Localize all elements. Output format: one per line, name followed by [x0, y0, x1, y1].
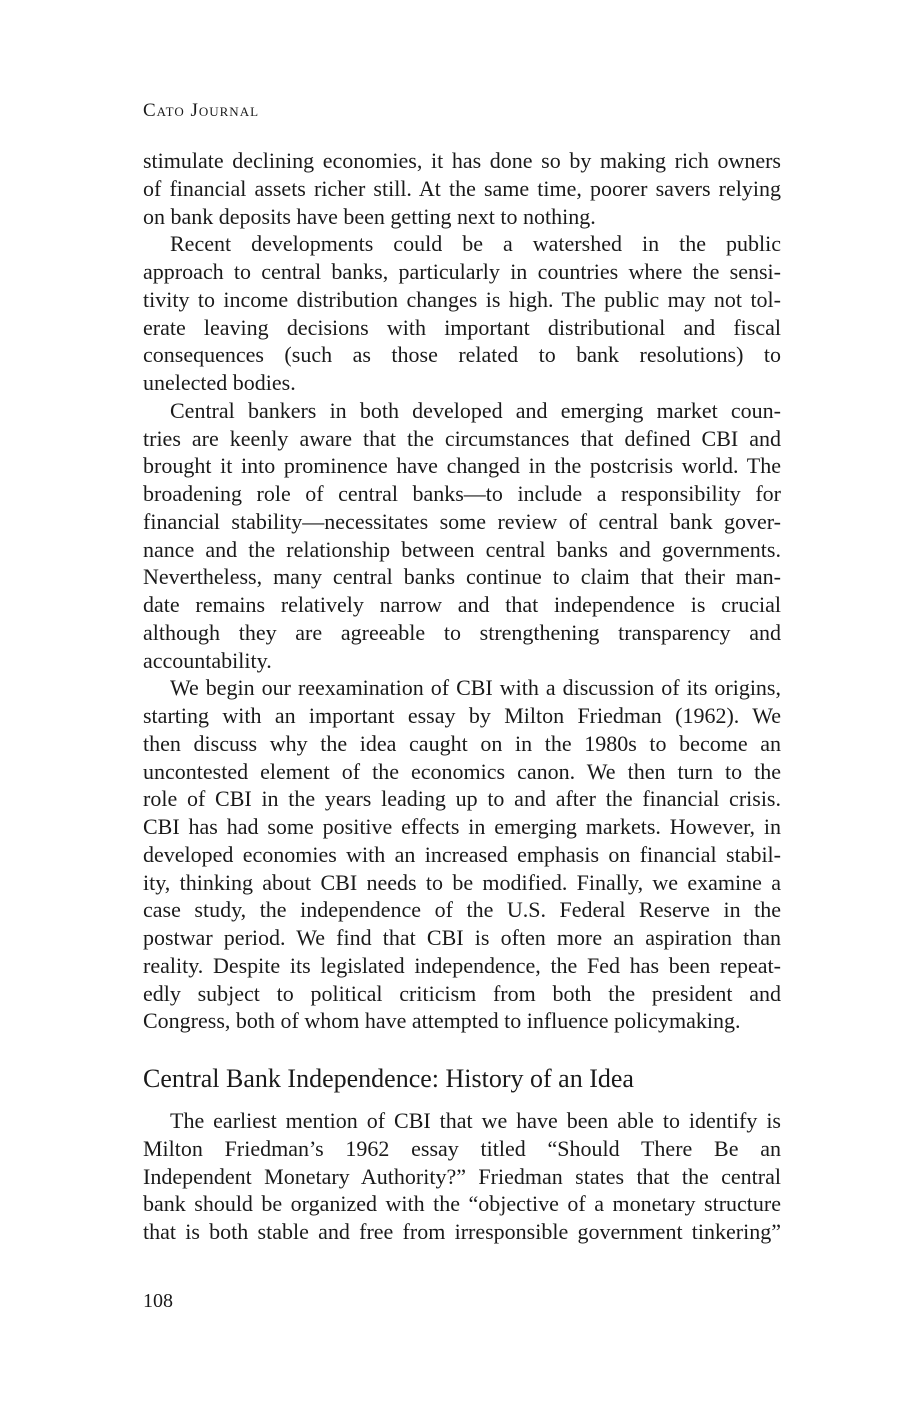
text-line: ity, thinking about CBI needs to be modified. Finally, we examine a	[143, 869, 781, 895]
text-line: Central bankers in both developed and emerging market coun-	[170, 397, 781, 423]
text-line: Nevertheless, many central banks continue to claim that their man-	[143, 564, 781, 590]
section-heading: Central Bank Independence: History of an Idea	[143, 1064, 634, 1093]
text-line: nance and the relationship between central banks and governments.	[143, 536, 781, 562]
text-line: financial stability—necessitates some review of central bank gover-	[143, 508, 781, 534]
text-line: Independent Monetary Authority?” Friedman states that the central	[143, 1163, 781, 1189]
text-line: edly subject to political criticism from both the president and	[143, 980, 781, 1006]
text-line: on bank deposits have been getting next to nothing.	[143, 203, 596, 229]
text-line: date remains relatively narrow and that independence is crucial	[143, 592, 781, 617]
text-line: then discuss why the idea caught on in the 1980s to become an	[143, 730, 781, 756]
text-line: erate leaving decisions with important distributional and fiscal	[143, 314, 781, 340]
text-line: accountability.	[143, 647, 272, 673]
text-line: tries are keenly aware that the circumstances that defined CBI and	[143, 425, 781, 451]
text-line: approach to central banks, particularly in countries where the sensi-	[143, 259, 781, 284]
text-line: CBI has had some positive effects in emerging markets. However, in	[143, 814, 781, 839]
text-line: Recent developments could be a watershed in the public	[170, 231, 781, 257]
text-line: Congress, both of whom have attempted to influence policymaking.	[143, 1008, 741, 1034]
text-line: reality. Despite its legislated independence, the Fed has been repeat-	[143, 952, 781, 978]
text-line: postwar period. We find that CBI is often more an aspiration than	[143, 925, 781, 950]
text-line: that is both stable and free from irresponsible government tinkering”	[143, 1219, 781, 1244]
text-line: of financial assets richer still. At the same time, poorer savers relying	[143, 175, 781, 201]
text-line: stimulate declining economies, it has done so by making rich owners	[143, 148, 781, 173]
text-line: bank should be organized with the “objective of a monetary structure	[143, 1191, 781, 1217]
text-line: role of CBI in the years leading up to and after the financial crisis.	[143, 786, 781, 812]
text-line: brought it into prominence have changed in the postcrisis world. The	[143, 453, 781, 479]
text-line: Milton Friedman’s 1962 essay titled “Should There Be an	[143, 1135, 781, 1161]
text-line: consequences (such as those related to bank resolutions) to	[143, 342, 781, 368]
page-number: 108	[143, 1290, 173, 1312]
text-line: developed economies with an increased emphasis on financial stabil-	[143, 841, 781, 867]
body-text	[143, 147, 781, 1035]
text-line: tivity to income distribution changes is high. The public may not tol-	[143, 286, 781, 312]
body-text	[143, 1107, 781, 1246]
text-line: although they are agreeable to strengthening transparency and	[143, 619, 781, 645]
text-line: uncontested element of the economics canon. We then turn to the	[143, 758, 781, 784]
text-line: broadening role of central banks—to include a responsibility for	[143, 481, 781, 506]
text-line: unelected bodies.	[143, 370, 296, 395]
text-line: We begin our reexamination of CBI with a discussion of its origins,	[170, 675, 781, 701]
text-line: case study, the independence of the U.S. Federal Reserve in the	[143, 897, 781, 923]
running-head: Cato Journal	[143, 100, 260, 121]
text-line: The earliest mention of CBI that we have been able to identify is	[170, 1108, 781, 1133]
text-line: starting with an important essay by Milton Friedman (1962). We	[143, 703, 781, 728]
